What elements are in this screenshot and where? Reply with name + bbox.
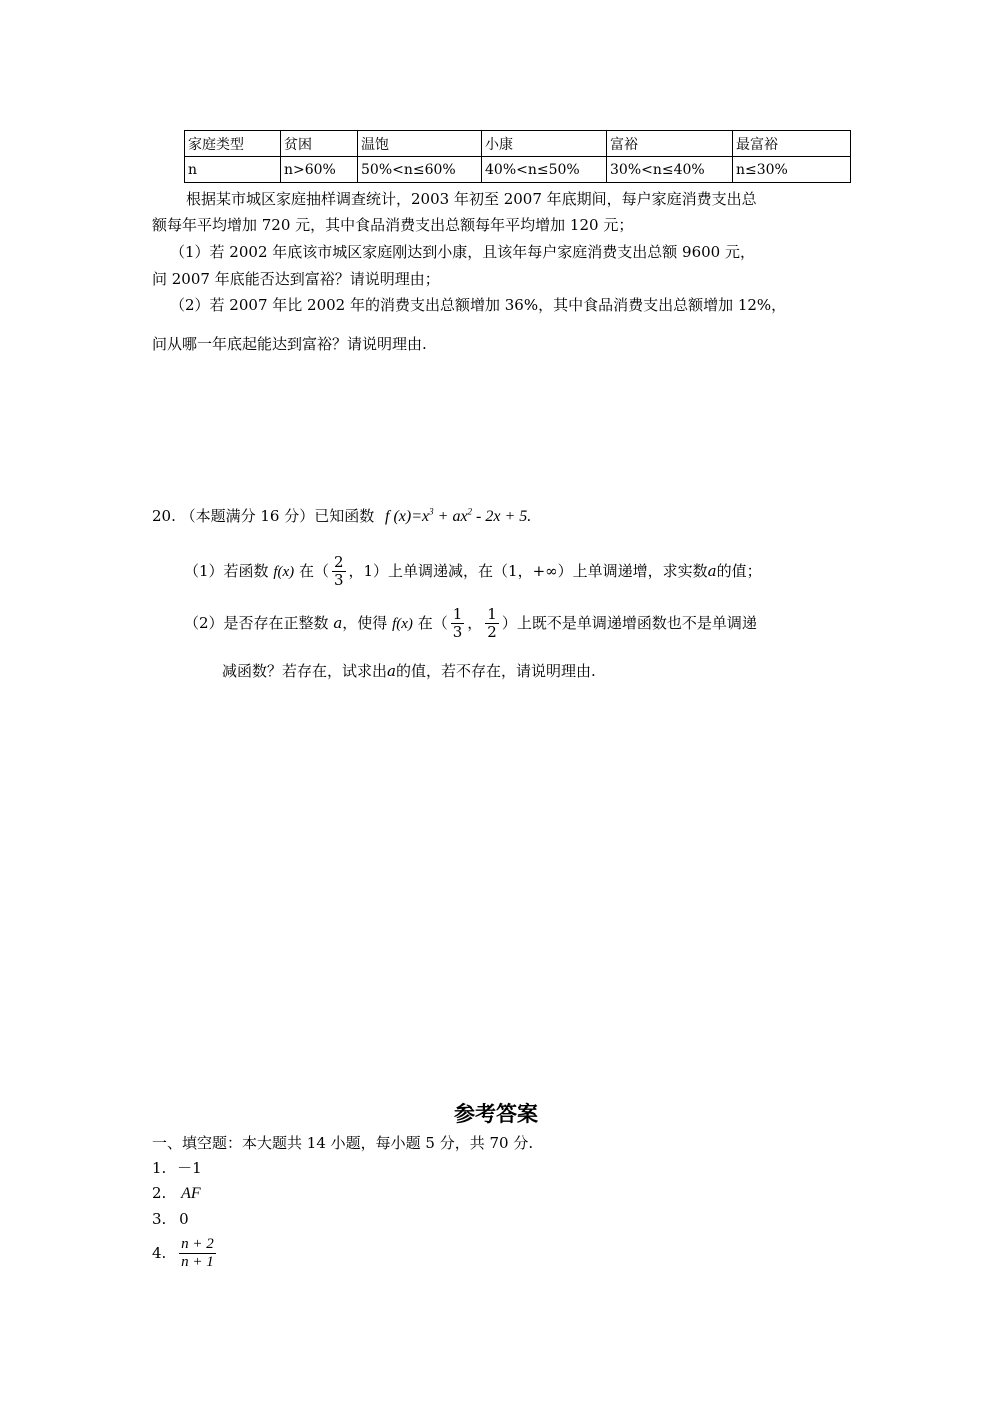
- household-type-table: [184, 130, 851, 183]
- q20-heading-line: [152, 505, 531, 526]
- q20-function-definition: [385, 508, 531, 525]
- answer-label: 3.: [152, 1210, 167, 1228]
- p1-fx: f(x): [273, 563, 295, 580]
- answer-1: [152, 1157, 202, 1178]
- p2-prefix: （2）是否存在正整数: [184, 613, 329, 632]
- answer-value: 0: [179, 1210, 189, 1228]
- function-rhs-c: - 2x + 5: [472, 508, 528, 525]
- answer-2: [152, 1184, 201, 1203]
- fraction-denominator: n + 1: [181, 1254, 214, 1271]
- fraction-numerator: 1: [452, 605, 463, 623]
- function-rhs-a: =x: [411, 508, 430, 525]
- exponent-2: 2: [467, 506, 473, 517]
- p2-line2-prefix: 减函数？若存在，试求出: [222, 662, 388, 680]
- table-cell: 小康: [482, 131, 607, 157]
- fraction-numerator: 1: [487, 605, 497, 623]
- p2-line2-a: a: [387, 662, 396, 680]
- p1-in: 在（: [298, 561, 329, 580]
- table-row: [185, 157, 851, 183]
- exponent-3: 3: [429, 506, 434, 517]
- p2-line2-post: 的值，若不存在，请说明理由.: [395, 662, 596, 680]
- fraction-denominator: 3: [333, 571, 344, 590]
- q19-part2-line1: （2）若 2007 年比 2002 年的消费支出总额增加 36%，其中食品消费支出总额增加 12%，: [170, 296, 787, 314]
- function-lhs: f (x): [385, 508, 412, 525]
- q20-part1: [184, 554, 762, 590]
- p2-mid: ，使得: [342, 613, 388, 632]
- fraction-1-2: [485, 606, 499, 642]
- p1-a: a: [707, 561, 717, 580]
- fraction-denominator: 2: [487, 623, 497, 642]
- table-cell: 家庭类型: [185, 131, 281, 157]
- table-cell: 贫困: [281, 131, 358, 157]
- table-cell: n>60%: [281, 157, 358, 183]
- p1-prefix: （1）若函数: [184, 561, 269, 580]
- p2-fx: f(x): [392, 615, 413, 632]
- answer-label: 2.: [152, 1184, 167, 1202]
- function-rhs-b: + ax: [433, 508, 468, 525]
- p1-post: ，1）上单调递减，在（1，+∞）上单调递增，求实数: [348, 561, 708, 580]
- p2-comma: ，: [467, 613, 483, 632]
- table-cell: n: [185, 157, 281, 183]
- fraction-numerator: 2: [333, 553, 344, 571]
- fraction-numerator: n + 2: [179, 1236, 216, 1254]
- q19-part2-line2: 问从哪一年底起能达到富裕？请说明理由.: [152, 335, 427, 353]
- fraction-2-3: [332, 554, 346, 590]
- table-cell: 温饱: [358, 131, 482, 157]
- answer-value: AF: [181, 1185, 201, 1202]
- answer-label: 1.: [152, 1159, 167, 1177]
- answer-label: 4.: [152, 1243, 167, 1262]
- answer-3: [152, 1210, 189, 1228]
- table-cell: 最富裕: [733, 131, 851, 157]
- table-cell: n≤30%: [733, 157, 851, 183]
- fraction-n-plus-2-over-n-plus-1: [179, 1236, 216, 1272]
- p2-in: 在（: [417, 613, 448, 632]
- q19-intro-line1: 根据某市城区家庭抽样调查统计，2003 年初至 2007 年底期间，每户家庭消费支出总: [186, 190, 757, 208]
- answers-title: 参考答案: [454, 1102, 538, 1126]
- q19-intro-line2: 额每年平均增加 720 元，其中食品消费支出总额每年平均增加 120 元；: [152, 216, 634, 234]
- fraction-denominator: 3: [452, 623, 463, 642]
- answer-value: －1: [177, 1159, 202, 1177]
- q19-part1-line1: （1）若 2002 年底该市城区家庭刚达到小康，且该年每户家庭消费支出总额 9600 元，: [170, 243, 755, 261]
- fraction-1-3: [451, 606, 465, 642]
- p2-a: a: [333, 613, 343, 632]
- table-header-row: [185, 131, 851, 157]
- table-cell: 40%<n≤50%: [482, 157, 607, 183]
- q20-part2-line2: [222, 660, 596, 681]
- p2-post: ）上既不是单调递增函数也不是单调递: [501, 613, 757, 632]
- answer-4: [152, 1236, 219, 1272]
- q20-part2-line1: [184, 606, 757, 642]
- q19-part1-line2: 问 2007 年底能否达到富裕？请说明理由；: [152, 270, 440, 288]
- table-cell: 富裕: [607, 131, 733, 157]
- table-cell: 50%<n≤60%: [358, 157, 482, 183]
- answers-section-heading: 一、填空题：本大题共 14 小题，每小题 5 分，共 70 分.: [152, 1134, 534, 1152]
- table-cell: 30%<n≤40%: [607, 157, 733, 183]
- function-end: .: [527, 508, 532, 525]
- q20-heading: 20. （本题满分 16 分）已知函数: [152, 507, 375, 525]
- p1-end: 的值；: [716, 561, 762, 580]
